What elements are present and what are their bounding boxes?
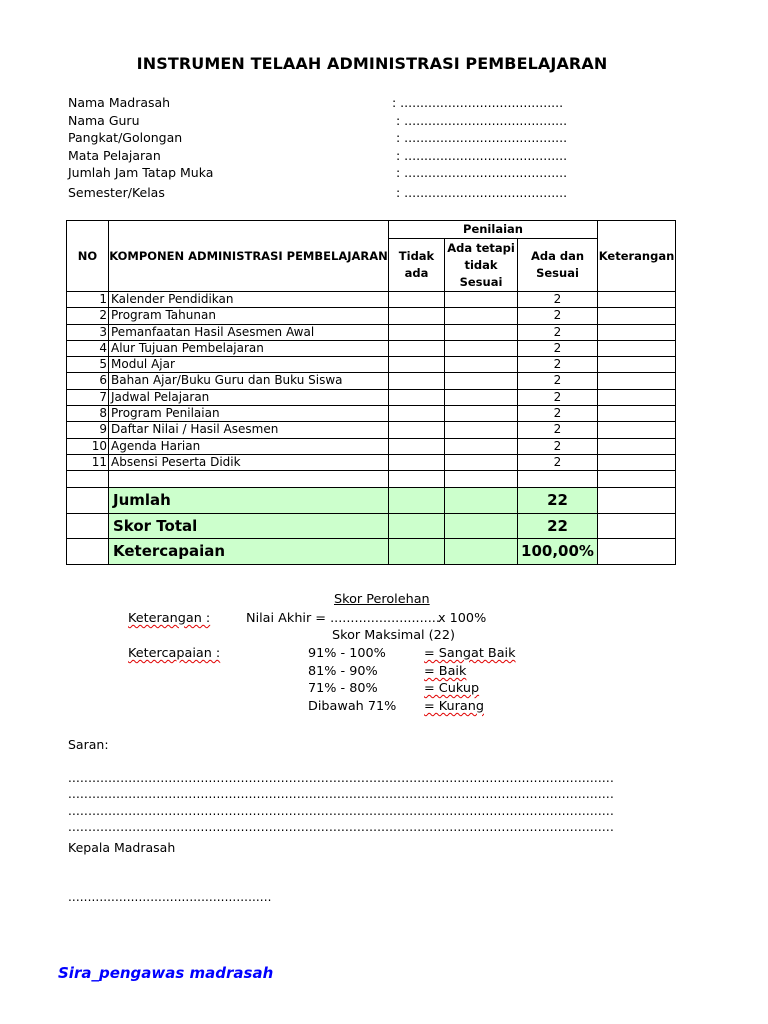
identity-value: : .........................................: [392, 95, 564, 110]
formula-multiplier: x 100%: [438, 611, 487, 626]
row-number: 5: [67, 357, 109, 373]
total-label: Ketercapaian: [109, 539, 389, 565]
row-component: Modul Ajar: [109, 357, 389, 373]
total-label: Jumlah: [109, 488, 389, 514]
total-row-skor: [67, 513, 676, 539]
table-row: [67, 357, 676, 373]
total-value: 100,00%: [518, 539, 598, 565]
row-component: Absensi Peserta Didik: [109, 454, 389, 470]
row-component: Program Penilaian: [109, 406, 389, 422]
cell-tidak-ada[interactable]: [389, 406, 445, 422]
row-component: Jadwal Pelajaran: [109, 389, 389, 405]
table-row: [67, 438, 676, 454]
table-row: [67, 340, 676, 356]
assessment-table: [66, 220, 676, 565]
table-row: [67, 422, 676, 438]
cell-ada-tidak-sesuai[interactable]: [445, 438, 518, 454]
cell-tidak-ada[interactable]: [389, 308, 445, 324]
row-number: 2: [67, 308, 109, 324]
header-penilaian: Penilaian: [389, 221, 598, 239]
identity-row-pangkat: [68, 129, 628, 147]
identity-value: : .........................................: [396, 112, 568, 128]
range-value: 81% - 90%: [308, 664, 378, 679]
cell-ada-tidak-sesuai[interactable]: [445, 357, 518, 373]
table-row: [67, 373, 676, 389]
identity-row-semester: [68, 184, 628, 202]
cell-ada-sesuai[interactable]: 2: [518, 357, 598, 373]
header-ada-tidak-sesuai: Ada tetapi tidak Sesuai: [445, 239, 518, 292]
identity-value: : .........................................: [396, 130, 568, 146]
cell-keterangan[interactable]: [598, 406, 676, 422]
header-no: NO: [67, 221, 109, 292]
row-number: 1: [67, 292, 109, 308]
identity-value: : .........................................: [396, 185, 568, 201]
range-category: = Baik: [424, 664, 467, 679]
range-value: 91% - 100%: [308, 646, 386, 661]
cell-keterangan[interactable]: [598, 324, 676, 340]
total-row-jumlah: [67, 488, 676, 514]
row-number: 11: [67, 454, 109, 470]
identity-label: Nama Guru: [68, 112, 140, 128]
identity-row-jam: [68, 164, 628, 182]
table-row: [67, 292, 676, 308]
row-component: Agenda Harian: [109, 438, 389, 454]
range-category: = Sangat Baik: [424, 646, 516, 661]
cell-ada-tidak-sesuai[interactable]: [445, 389, 518, 405]
cell-ada-sesuai[interactable]: 2: [518, 422, 598, 438]
cell-keterangan[interactable]: [598, 357, 676, 373]
table-row: [67, 324, 676, 340]
identity-label: Nama Madrasah: [68, 95, 171, 110]
row-number: 6: [67, 373, 109, 389]
cell-tidak-ada[interactable]: [389, 340, 445, 356]
cell-ada-sesuai[interactable]: 2: [518, 406, 598, 422]
cell-tidak-ada[interactable]: [389, 373, 445, 389]
cell-keterangan[interactable]: [598, 340, 676, 356]
identity-block: [68, 94, 628, 202]
range-value: Dibawah 71%: [308, 699, 397, 714]
table-row: [67, 308, 676, 324]
row-component: Pemanfaatan Hasil Asesmen Awal: [109, 324, 389, 340]
range-category: = Cukup: [424, 681, 480, 696]
total-label: Skor Total: [109, 513, 389, 539]
ketercapaian-label: Ketercapaian :: [128, 646, 221, 661]
cell-ada-tidak-sesuai[interactable]: [445, 324, 518, 340]
identity-row-guru: [68, 112, 628, 130]
cell-ada-tidak-sesuai[interactable]: [445, 422, 518, 438]
total-value: 22: [518, 488, 598, 514]
identity-label: Jumlah Jam Tatap Muka: [68, 165, 214, 181]
range-value: 71% - 80%: [308, 681, 378, 696]
cell-keterangan[interactable]: [598, 292, 676, 308]
row-component: Daftar Nilai / Hasil Asesmen: [109, 422, 389, 438]
cell-tidak-ada[interactable]: [389, 389, 445, 405]
cell-ada-sesuai[interactable]: 2: [518, 438, 598, 454]
kepala-madrasah-label: Kepala Madrasah: [68, 840, 176, 855]
signature-line: ....................................................: [68, 890, 272, 904]
table-row: [67, 454, 676, 470]
cell-ada-tidak-sesuai[interactable]: [445, 292, 518, 308]
cell-keterangan[interactable]: [598, 308, 676, 324]
formula-denominator: Skor Maksimal (22): [332, 628, 455, 643]
cell-keterangan[interactable]: [598, 422, 676, 438]
header-tidak-ada: Tidak ada: [389, 239, 445, 292]
cell-ada-sesuai[interactable]: 2: [518, 324, 598, 340]
identity-row-madrasah: [68, 94, 628, 112]
row-number: 8: [67, 406, 109, 422]
cell-ada-tidak-sesuai[interactable]: [445, 454, 518, 470]
cell-ada-sesuai[interactable]: 2: [518, 454, 598, 470]
footer-credit: Sira_pengawas madrasah: [58, 964, 274, 982]
saran-line[interactable]: ........................................................................................................................................: [68, 819, 614, 834]
identity-label: Mata Pelajaran: [68, 147, 161, 163]
cell-ada-sesuai[interactable]: 2: [518, 389, 598, 405]
cell-tidak-ada[interactable]: [389, 422, 445, 438]
table-row: [67, 406, 676, 422]
header-keterangan: Keterangan: [598, 221, 676, 292]
page-title: INSTRUMEN TELAAH ADMINISTRASI PEMBELAJARAN: [136, 54, 608, 73]
cell-keterangan[interactable]: [598, 373, 676, 389]
row-number: 10: [67, 438, 109, 454]
cell-tidak-ada[interactable]: [389, 357, 445, 373]
header-ada-sesuai: Ada dan Sesuai: [518, 239, 598, 292]
row-number: 7: [67, 389, 109, 405]
cell-ada-sesuai[interactable]: 2: [518, 308, 598, 324]
row-component: Alur Tujuan Pembelajaran: [109, 340, 389, 356]
nilai-akhir-formula: Nilai Akhir = ...........................: [246, 611, 440, 626]
cell-ada-tidak-sesuai[interactable]: [445, 373, 518, 389]
row-number: 3: [67, 324, 109, 340]
saran-line[interactable]: ........................................................................................................................................: [68, 771, 614, 785]
range-category: = Kurang: [424, 699, 484, 714]
cell-ada-sesuai[interactable]: 2: [518, 292, 598, 308]
table-row-empty: [67, 471, 676, 488]
identity-label: Semester/Kelas: [68, 185, 165, 201]
cell-tidak-ada[interactable]: [389, 454, 445, 470]
total-row-ketercapaian: [67, 539, 676, 565]
cell-ada-tidak-sesuai[interactable]: [445, 308, 518, 324]
cell-tidak-ada[interactable]: [389, 324, 445, 340]
cell-keterangan[interactable]: [598, 389, 676, 405]
identity-value: : .........................................: [396, 147, 568, 163]
cell-ada-sesuai[interactable]: 2: [518, 373, 598, 389]
row-component: Program Tahunan: [109, 308, 389, 324]
total-value: 22: [518, 513, 598, 539]
cell-tidak-ada[interactable]: [389, 438, 445, 454]
cell-ada-sesuai[interactable]: 2: [518, 340, 598, 356]
cell-keterangan[interactable]: [598, 454, 676, 470]
cell-tidak-ada[interactable]: [389, 292, 445, 308]
row-number: 4: [67, 340, 109, 356]
formula-numerator: Skor Perolehan: [334, 592, 430, 607]
row-component: Bahan Ajar/Buku Guru dan Buku Siswa: [109, 373, 389, 389]
saran-lines[interactable]: [68, 770, 614, 835]
row-component: Kalender Pendidikan: [109, 292, 389, 308]
header-komponen: KOMPONEN ADMINISTRASI PEMBELAJARAN: [109, 221, 389, 292]
identity-row-mapel: [68, 147, 628, 165]
cell-keterangan[interactable]: [598, 438, 676, 454]
row-number: 9: [67, 422, 109, 438]
cell-ada-tidak-sesuai[interactable]: [445, 340, 518, 356]
cell-ada-tidak-sesuai[interactable]: [445, 406, 518, 422]
saran-line[interactable]: ........................................................................................................................................: [68, 803, 614, 818]
saran-line[interactable]: ........................................................................................................................................: [68, 787, 614, 802]
identity-label: Pangkat/Golongan: [68, 130, 183, 146]
table-row: [67, 389, 676, 405]
saran-label: Saran:: [68, 737, 109, 752]
keterangan-label: Keterangan :: [128, 611, 211, 626]
identity-value: : .........................................: [396, 165, 568, 181]
